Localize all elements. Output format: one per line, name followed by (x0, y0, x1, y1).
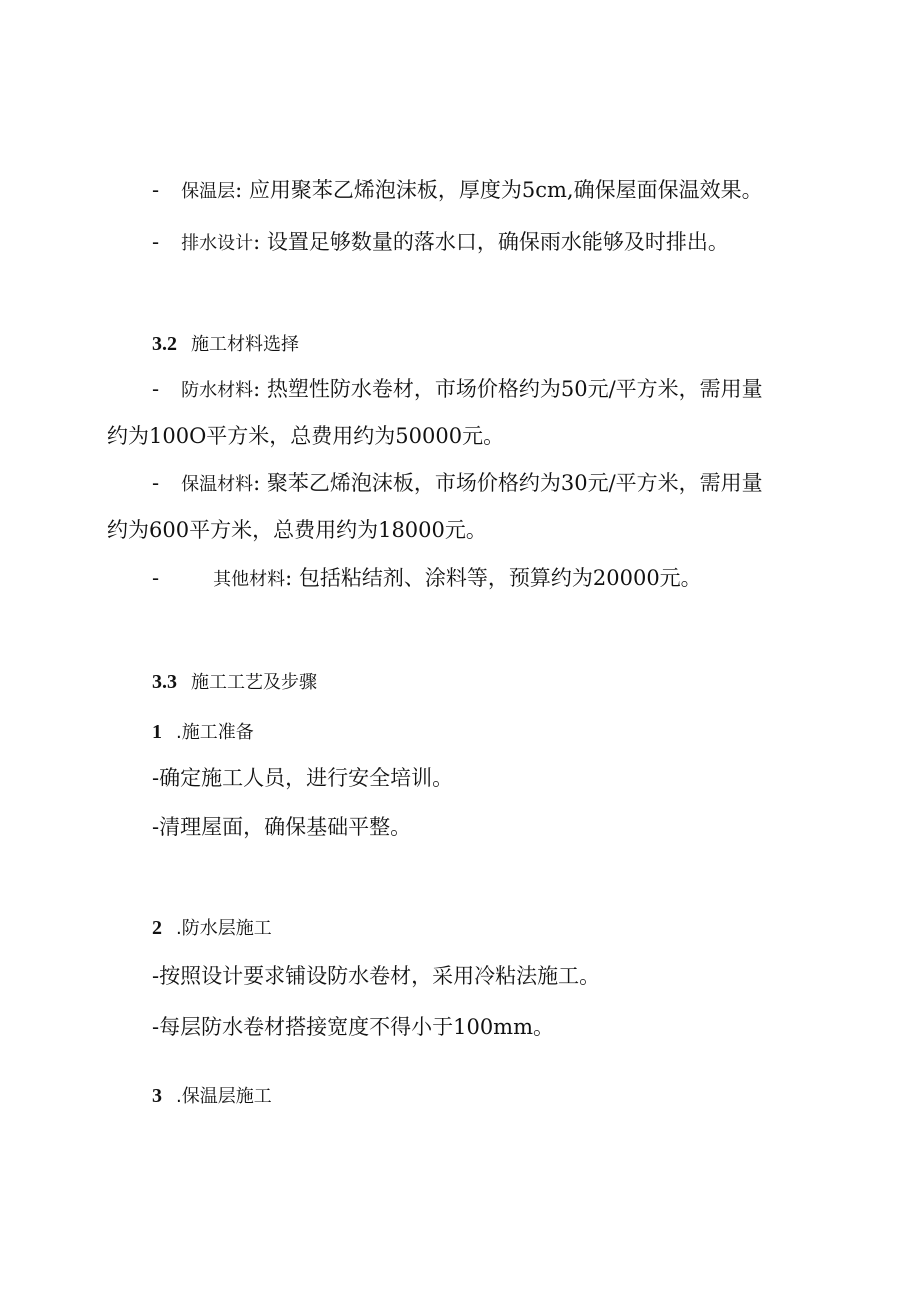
step-2-line-2: -每层防水卷材搭接宽度不得小于100mm。 (152, 1015, 555, 1039)
item-dash: - (152, 178, 160, 202)
item-label: 排水设计 (181, 233, 254, 254)
material-item-waterproof-cont: 约为100O平方米，总费用约为50000元。 (107, 424, 505, 448)
item-text: 应用聚苯乙烯泡沫板，厚度为5cm,确保屋面保温效果。 (248, 178, 763, 202)
item-text: 热塑性防水卷材，市场价格约为50元/平方米，需用量 (266, 377, 763, 401)
step-title: .施工准备 (176, 722, 254, 743)
item-label: 防水材料 (181, 380, 254, 401)
section-title: 施工材料选择 (191, 334, 299, 355)
step-heading-3 (152, 1081, 272, 1111)
item-text: 聚苯乙烯泡沫板，市场价格约为30元/平方米，需用量 (266, 471, 763, 495)
step-title: .防水层施工 (176, 918, 272, 939)
item-label: 保温材料 (181, 474, 254, 495)
item-dash: - (152, 566, 160, 590)
roof-item-insulation (152, 176, 763, 206)
step-number: 3 (152, 1085, 162, 1107)
material-item-other (152, 564, 702, 594)
material-item-insulation (152, 469, 763, 499)
section-title: 施工工艺及步骤 (191, 672, 317, 693)
section-heading-3-2 (152, 329, 299, 359)
step-number: 1 (152, 721, 162, 743)
item-text: 包括粘结剂、涂料等，预算约为20000元。 (298, 566, 702, 590)
item-label: 保温层 (181, 181, 236, 202)
item-label: 其他材料 (213, 569, 286, 590)
item-colon: : (253, 230, 261, 254)
section-number: 3.2 (152, 333, 177, 355)
step-2-line-1: -按照设计要求铺设防水卷材，采用冷粘法施工。 (152, 964, 601, 988)
item-text: 设置足够数量的落水口，确保雨水能够及时排出。 (266, 230, 729, 254)
item-colon: : (235, 178, 243, 202)
item-colon: : (253, 377, 261, 401)
step-1-line-1: -确定施工人员，进行安全培训。 (152, 766, 454, 790)
item-colon: : (253, 471, 261, 495)
step-number: 2 (152, 917, 162, 939)
material-item-insulation-cont: 约为600平方米，总费用约为18000元。 (107, 518, 487, 542)
step-heading-2 (152, 913, 272, 943)
section-number: 3.3 (152, 671, 177, 693)
item-dash: - (152, 230, 160, 254)
step-heading-1 (152, 717, 254, 747)
roof-item-drainage (152, 228, 729, 258)
item-dash: - (152, 471, 160, 495)
step-1-line-2: -清理屋面，确保基础平整。 (152, 815, 412, 839)
item-dash: - (152, 377, 160, 401)
step-title: .保温层施工 (176, 1086, 272, 1107)
item-colon: : (285, 566, 293, 590)
material-item-waterproof (152, 375, 763, 405)
section-heading-3-3 (152, 667, 317, 697)
